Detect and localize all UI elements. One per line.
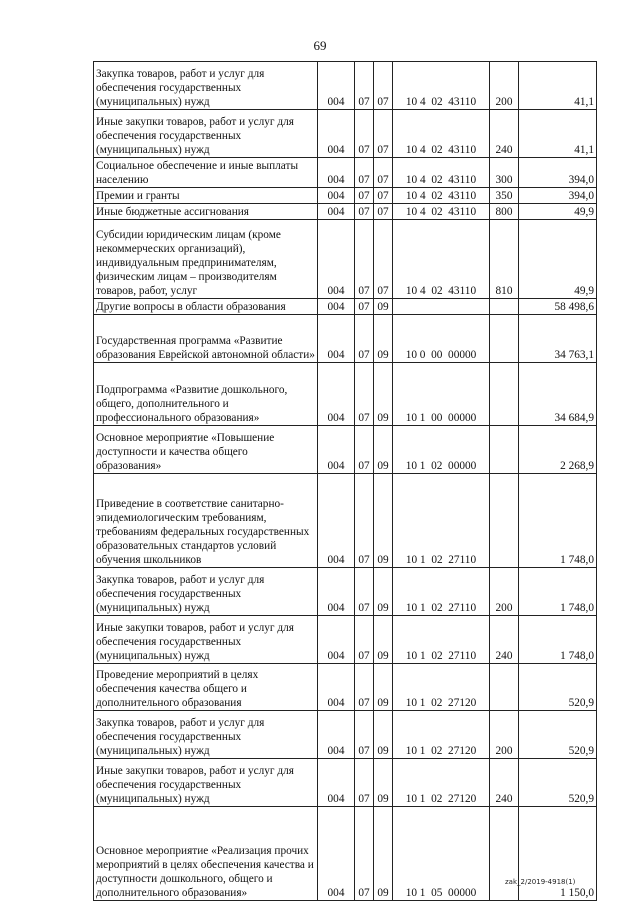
section-code: 07	[355, 474, 374, 568]
expense-type-code: 240	[490, 110, 519, 158]
target-article-code: 10 1 02 27110	[393, 616, 490, 664]
ministry-code: 004	[318, 188, 355, 204]
subsection-code: 07	[374, 158, 393, 188]
subsection-code: 09	[374, 759, 393, 807]
document-code: zak_2/2019-4918(1)	[505, 878, 576, 886]
expense-type-code: 350	[490, 188, 519, 204]
target-article-code: 10 4 02 43110	[393, 188, 490, 204]
table-row	[94, 315, 597, 363]
target-article-code: 10 4 02 43110	[393, 158, 490, 188]
expense-type-code	[490, 315, 519, 363]
ministry-code: 004	[318, 110, 355, 158]
expense-type-code	[490, 299, 519, 315]
subsection-code: 07	[374, 204, 393, 220]
row-name: Проведение мероприятий в целях обеспечения качества общего и дополнительного образования	[94, 664, 318, 711]
subsection-code: 07	[374, 220, 393, 299]
subsection-code: 07	[374, 62, 393, 110]
amount: 49,9	[519, 220, 597, 299]
subsection-code: 09	[374, 299, 393, 315]
row-name: Государственная программа «Развитие образования Еврейской автономной области»	[94, 315, 318, 363]
amount: 34 684,9	[519, 363, 597, 426]
row-name: Иные закупки товаров, работ и услуг для обеспечения государственных (муниципальных) нужд	[94, 616, 318, 664]
amount: 520,9	[519, 759, 597, 807]
ministry-code: 004	[318, 616, 355, 664]
row-name: Премии и гранты	[94, 188, 318, 204]
expense-type-code	[490, 664, 519, 711]
expense-type-code: 200	[490, 711, 519, 759]
amount: 1 748,0	[519, 616, 597, 664]
amount: 1 150,0	[519, 807, 597, 901]
target-article-code: 10 1 05 00000	[393, 807, 490, 901]
target-article-code: 10 1 02 27110	[393, 474, 490, 568]
table-row	[94, 158, 597, 188]
ministry-code: 004	[318, 807, 355, 901]
expense-type-code	[490, 363, 519, 426]
target-article-code: 10 1 00 00000	[393, 363, 490, 426]
amount: 520,9	[519, 664, 597, 711]
subsection-code: 09	[374, 711, 393, 759]
row-name: Приведение в соответствие санитарно-эпидемиологическим требованиям, требованиям федеральных государственных образовательных стандартов условий обучения школьников	[94, 474, 318, 568]
table-row	[94, 568, 597, 616]
target-article-code: 10 4 02 43110	[393, 110, 490, 158]
amount: 58 498,6	[519, 299, 597, 315]
amount: 520,9	[519, 711, 597, 759]
amount: 41,1	[519, 62, 597, 110]
row-name: Основное мероприятие «Повышение доступности и качества общего образования»	[94, 426, 318, 474]
section-code: 07	[355, 62, 374, 110]
ministry-code: 004	[318, 299, 355, 315]
target-article-code	[393, 299, 490, 315]
ministry-code: 004	[318, 711, 355, 759]
section-code: 07	[355, 158, 374, 188]
expense-type-code: 240	[490, 616, 519, 664]
subsection-code: 07	[374, 188, 393, 204]
expense-type-code	[490, 807, 519, 901]
row-name: Другие вопросы в области образования	[94, 299, 318, 315]
target-article-code: 10 1 02 00000	[393, 426, 490, 474]
row-name: Иные закупки товаров, работ и услуг для обеспечения государственных (муниципальных) нужд	[94, 110, 318, 158]
expense-type-code: 300	[490, 158, 519, 188]
table-row	[94, 363, 597, 426]
row-name: Основное мероприятие «Реализация прочих мероприятий в целях обеспечения качества и доступности дошкольного, общего и дополнительного образования»	[94, 807, 318, 901]
section-code: 07	[355, 363, 374, 426]
table-row	[94, 759, 597, 807]
ministry-code: 004	[318, 363, 355, 426]
ministry-code: 004	[318, 568, 355, 616]
target-article-code: 10 0 00 00000	[393, 315, 490, 363]
table-row	[94, 299, 597, 315]
ministry-code: 004	[318, 204, 355, 220]
table-row	[94, 474, 597, 568]
section-code: 07	[355, 204, 374, 220]
page-number: 69	[313, 38, 327, 53]
target-article-code: 10 1 02 27120	[393, 711, 490, 759]
row-name: Иные закупки товаров, работ и услуг для обеспечения государственных (муниципальных) нужд	[94, 759, 318, 807]
row-name: Субсидии юридическим лицам (кроме некоммерческих организаций), индивидуальным предпринимателям, физическим лицам – производителям товаров, работ, услуг	[94, 220, 318, 299]
section-code: 07	[355, 299, 374, 315]
subsection-code: 09	[374, 616, 393, 664]
expense-type-code	[490, 426, 519, 474]
section-code: 07	[355, 711, 374, 759]
row-name: Иные бюджетные ассигнования	[94, 204, 318, 220]
subsection-code: 09	[374, 568, 393, 616]
ministry-code: 004	[318, 474, 355, 568]
table-row	[94, 807, 597, 901]
target-article-code: 10 4 02 43110	[393, 62, 490, 110]
ministry-code: 004	[318, 315, 355, 363]
ministry-code: 004	[318, 62, 355, 110]
section-code: 07	[355, 110, 374, 158]
section-code: 07	[355, 759, 374, 807]
amount: 34 763,1	[519, 315, 597, 363]
row-name: Закупка товаров, работ и услуг для обеспечения государственных (муниципальных) нужд	[94, 711, 318, 759]
row-name: Закупка товаров, работ и услуг для обеспечения государственных (муниципальных) нужд	[94, 62, 318, 110]
table-row	[94, 204, 597, 220]
subsection-code: 09	[374, 474, 393, 568]
subsection-code: 09	[374, 363, 393, 426]
row-name: Подпрограмма «Развитие дошкольного, общего, дополнительного и профессионального образования»	[94, 363, 318, 426]
budget-table	[93, 61, 597, 901]
row-name: Социальное обеспечение и иные выплаты населению	[94, 158, 318, 188]
table-row	[94, 664, 597, 711]
expense-type-code	[490, 474, 519, 568]
section-code: 07	[355, 220, 374, 299]
row-name: Закупка товаров, работ и услуг для обеспечения государственных (муниципальных) нужд	[94, 568, 318, 616]
target-article-code: 10 1 02 27120	[393, 759, 490, 807]
table-row	[94, 220, 597, 299]
subsection-code: 09	[374, 807, 393, 901]
ministry-code: 004	[318, 426, 355, 474]
section-code: 07	[355, 807, 374, 901]
subsection-code: 09	[374, 664, 393, 711]
subsection-code: 09	[374, 315, 393, 363]
section-code: 07	[355, 188, 374, 204]
expense-type-code: 200	[490, 568, 519, 616]
ministry-code: 004	[318, 158, 355, 188]
amount: 1 748,0	[519, 568, 597, 616]
target-article-code: 10 4 02 43110	[393, 220, 490, 299]
expense-type-code: 200	[490, 62, 519, 110]
section-code: 07	[355, 568, 374, 616]
ministry-code: 004	[318, 664, 355, 711]
section-code: 07	[355, 315, 374, 363]
amount: 1 748,0	[519, 474, 597, 568]
expense-type-code: 800	[490, 204, 519, 220]
section-code: 07	[355, 426, 374, 474]
amount: 2 268,9	[519, 426, 597, 474]
target-article-code: 10 1 02 27110	[393, 568, 490, 616]
subsection-code: 07	[374, 110, 393, 158]
table-row	[94, 110, 597, 158]
section-code: 07	[355, 616, 374, 664]
target-article-code: 10 1 02 27120	[393, 664, 490, 711]
table-row	[94, 426, 597, 474]
table-row	[94, 616, 597, 664]
table-row	[94, 62, 597, 110]
amount: 41,1	[519, 110, 597, 158]
amount: 49,9	[519, 204, 597, 220]
table-row	[94, 188, 597, 204]
amount: 394,0	[519, 158, 597, 188]
expense-type-code: 810	[490, 220, 519, 299]
section-code: 07	[355, 664, 374, 711]
target-article-code: 10 4 02 43110	[393, 204, 490, 220]
ministry-code: 004	[318, 220, 355, 299]
table-row	[94, 711, 597, 759]
expense-type-code: 240	[490, 759, 519, 807]
amount: 394,0	[519, 188, 597, 204]
subsection-code: 09	[374, 426, 393, 474]
ministry-code: 004	[318, 759, 355, 807]
